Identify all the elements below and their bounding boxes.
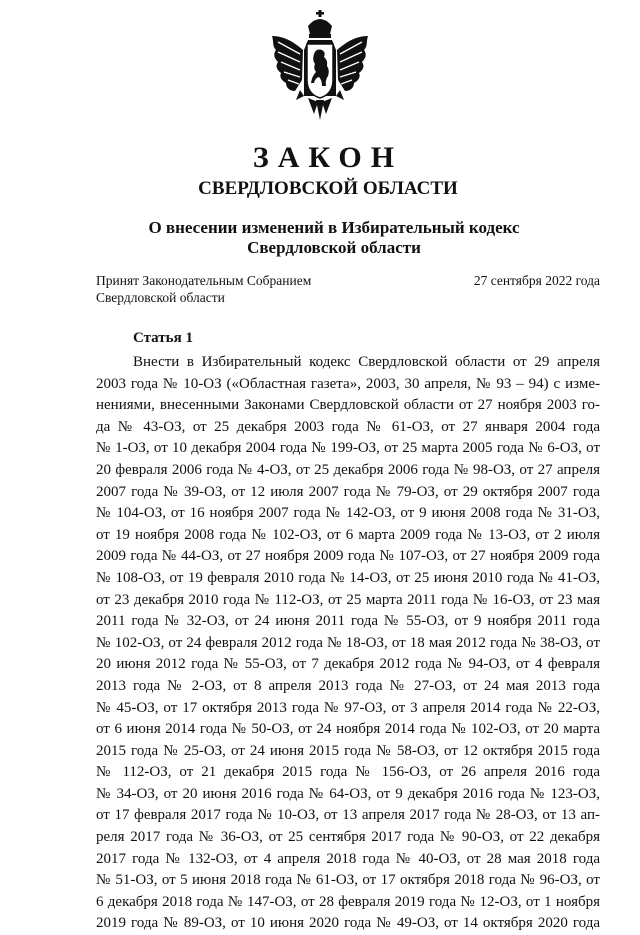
body-line: 2015 года № 25-ОЗ, от 24 июня 2015 года № 58-ОЗ, от 12 октября 2015 года: [96, 742, 600, 759]
body-line: 20 февраля 2006 года № 4-ОЗ, от 25 декабря 2006 года № 98-ОЗ, от 27 апреля: [96, 461, 600, 478]
law-heading-line: Свердловской области: [247, 238, 421, 257]
right-wing-icon: [337, 36, 368, 91]
adoption-body-line: Свердловской области: [96, 290, 225, 305]
body-line: Внести в Избирательный кодекс Свердловской области от 29 апреля: [133, 354, 600, 370]
body-line: от 23 декабря 2010 года № 112-ОЗ, от 25 марта 2011 года № 16-ОЗ, от 23 мая: [96, 591, 600, 608]
body-line: 2017 года № 132-ОЗ, от 4 апреля 2018 года № 40-ОЗ, от 28 мая 2018 года: [96, 850, 600, 867]
body-line: 2019 года № 89-ОЗ, от 10 июня 2020 года № 49-ОЗ, от 14 октября 2020 года: [96, 915, 600, 932]
body-line: № 102-ОЗ, от 24 февраля 2012 года № 18-ОЗ, от 18 мая 2012 года № 38-ОЗ, от: [96, 634, 600, 651]
law-heading: [0, 218, 640, 258]
article-body: [96, 352, 600, 935]
body-line: № 104-ОЗ, от 16 ноября 2007 года № 142-ОЗ, от 9 июня 2008 года № 31-ОЗ,: [96, 505, 600, 522]
document-subtitle: СВЕРДЛОВСКОЙ ОБЛАСТИ: [198, 178, 458, 199]
body-line: да № 43-ОЗ, от 25 декабря 2003 года № 61-ОЗ, от 27 января 2004 года: [96, 418, 600, 435]
article-title: Статья 1: [133, 330, 193, 346]
body-line: реля 2017 года № 36-ОЗ, от 25 сентября 2017 года № 90-ОЗ, от 22 декабря: [96, 829, 600, 846]
left-wing-icon: [272, 36, 303, 91]
body-line: от 17 февраля 2017 года № 10-ОЗ, от 13 апреля 2017 года № 28-ОЗ, от 13 ап-: [96, 807, 600, 824]
body-line: 20 июня 2012 года № 55-ОЗ, от 7 декабря 2012 года № 94-ОЗ, от 4 февраля: [96, 656, 600, 673]
body-line: № 45-ОЗ, от 17 октября 2013 года № 97-ОЗ, от 3 апреля 2014 года № 22-ОЗ,: [96, 699, 600, 716]
body-line: № 112-ОЗ, от 21 декабря 2015 года № 156-ОЗ, от 26 апреля 2016 года: [96, 764, 600, 781]
body-line: 2007 года № 39-ОЗ, от 12 июля 2007 года № 79-ОЗ, от 29 октября 2007 года: [96, 483, 600, 500]
body-line: № 34-ОЗ, от 20 июня 2016 года № 64-ОЗ, от 9 декабря 2016 года № 123-ОЗ,: [96, 785, 600, 802]
body-line: 2009 года № 44-ОЗ, от 27 ноября 2009 года № 107-ОЗ, от 27 ноября 2009 года: [96, 548, 600, 565]
document-title: ЗАКОН: [252, 141, 404, 174]
body-line: 2003 года № 10-ОЗ («Областная газета», 2003, 30 апреля, № 93 – 94) с изме-: [96, 375, 600, 392]
body-line: нениями, внесенными Законами Свердловской области от 27 ноября 2003 го-: [96, 397, 600, 414]
body-line: 2013 года № 2-ОЗ, от 8 апреля 2013 года № 27-ОЗ, от 24 мая 2013 года: [96, 677, 600, 694]
body-line: от 19 ноября 2008 года № 102-ОЗ, от 6 марта 2009 года № 13-ОЗ, от 2 июля: [96, 526, 600, 543]
coat-of-arms-icon: [270, 10, 370, 128]
body-line: 6 декабря 2018 года № 147-ОЗ, от 28 февраля 2019 года № 12-ОЗ, от 1 ноября: [96, 893, 600, 910]
body-line: № 51-ОЗ, от 5 июня 2018 года № 61-ОЗ, от 17 октября 2018 года № 96-ОЗ, от: [96, 872, 600, 889]
adoption-body-line: Принят Законодательным Собранием: [96, 273, 312, 288]
adoption-body: [96, 272, 311, 306]
body-line: от 6 июня 2014 года № 50-ОЗ, от 24 ноября 2014 года № 102-ОЗ, от 20 марта: [96, 721, 600, 738]
crown-icon: [308, 10, 332, 38]
adoption-date: 27 сентября 2022 года: [473, 273, 600, 288]
body-line: 2011 года № 32-ОЗ, от 24 июня 2011 года № 55-ОЗ, от 9 ноября 2011 года: [96, 613, 600, 630]
law-heading-line: О внесении изменений в Избирательный кодекс: [148, 218, 520, 237]
body-line: № 108-ОЗ, от 19 февраля 2010 года № 14-ОЗ, от 25 июня 2010 года № 41-ОЗ,: [96, 569, 600, 586]
body-line: № 1-ОЗ, от 10 декабря 2004 года № 199-ОЗ, от 25 марта 2005 года № 6-ОЗ, от: [96, 440, 600, 457]
